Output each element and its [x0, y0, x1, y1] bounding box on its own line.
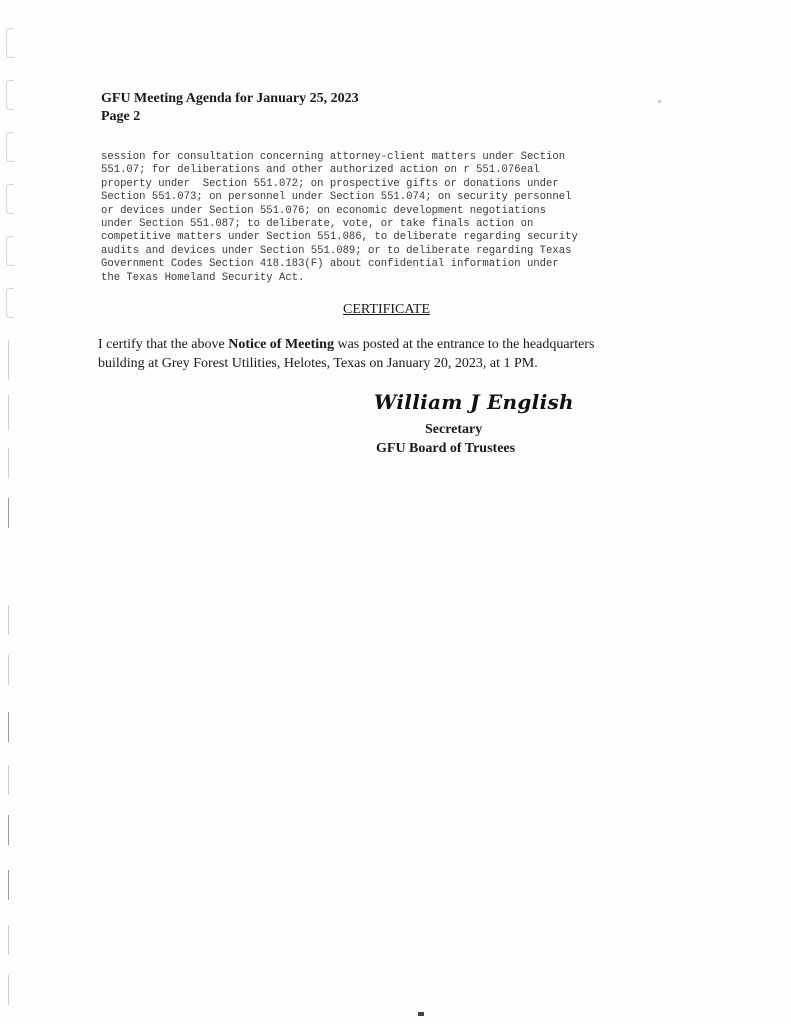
binder-hole-mark	[6, 236, 14, 266]
edge-shadow	[8, 712, 9, 742]
edge-shadow	[8, 605, 9, 635]
certificate-line-2: building at Grey Forest Utilities, Helotes, Texas on January 20, 2023, at 1 PM.	[98, 356, 538, 371]
scan-speck	[658, 100, 661, 103]
edge-shadow	[8, 925, 9, 955]
signatory-title: Secretary	[425, 422, 483, 437]
page-number: Page 2	[101, 109, 141, 124]
page-header	[101, 90, 359, 126]
body-line: competitive matters under Section 551.086, to deliberate regarding security	[101, 231, 578, 244]
binder-hole-mark	[6, 28, 14, 58]
edge-shadow	[8, 498, 9, 528]
body-line: Government Codes Section 418.183(F) about confidential information under	[101, 258, 559, 271]
edge-shadow	[8, 765, 9, 795]
edge-shadow	[8, 870, 9, 900]
edge-shadow	[8, 655, 9, 685]
body-line: or devices under Section 551.076; on economic development negotiations	[101, 204, 547, 217]
edge-shadow	[8, 815, 9, 845]
notice-of-meeting-bold: Notice of Meeting	[228, 337, 334, 352]
body-line: the Texas Homeland Security Act.	[101, 271, 305, 284]
body-line: audits and devices under Section 551.089; or to deliberate regarding Texas	[101, 244, 572, 257]
edge-shadow	[8, 340, 9, 380]
binder-hole-mark	[6, 132, 14, 162]
agenda-body-text	[101, 151, 701, 285]
signatory-board: GFU Board of Trustees	[376, 441, 516, 456]
binder-hole-mark	[6, 80, 14, 110]
body-line: session for consultation concerning attorney-client matters under Section	[101, 151, 566, 163]
certificate-text-before: I certify that the above	[98, 337, 229, 352]
edge-shadow	[8, 975, 9, 1005]
body-line: under Section 551.087; to deliberate, vote, or take finals action on	[101, 218, 534, 231]
handwritten-signature: William J English	[374, 390, 574, 414]
binder-hole-mark	[6, 288, 14, 318]
certificate-line-1	[98, 335, 698, 354]
edge-shadow	[8, 395, 9, 430]
edge-shadow	[8, 448, 9, 478]
agenda-title: GFU Meeting Agenda for January 25, 2023	[101, 91, 359, 106]
body-line: property under Section 551.072; on prospective gifts or donations under	[101, 177, 559, 190]
body-line: Section 551.073; on personnel under Section 551.074; on security personnel	[101, 191, 572, 204]
certificate-text-after: was posted at the entrance to the headquarters	[333, 337, 595, 352]
binder-hole-mark	[6, 184, 14, 214]
scan-speck	[418, 1012, 424, 1016]
certificate-heading: CERTIFICATE	[343, 302, 431, 317]
body-line: 551.07; for deliberations and other authorized action on r 551.076eal	[101, 164, 540, 177]
certificate-statement	[98, 335, 698, 373]
